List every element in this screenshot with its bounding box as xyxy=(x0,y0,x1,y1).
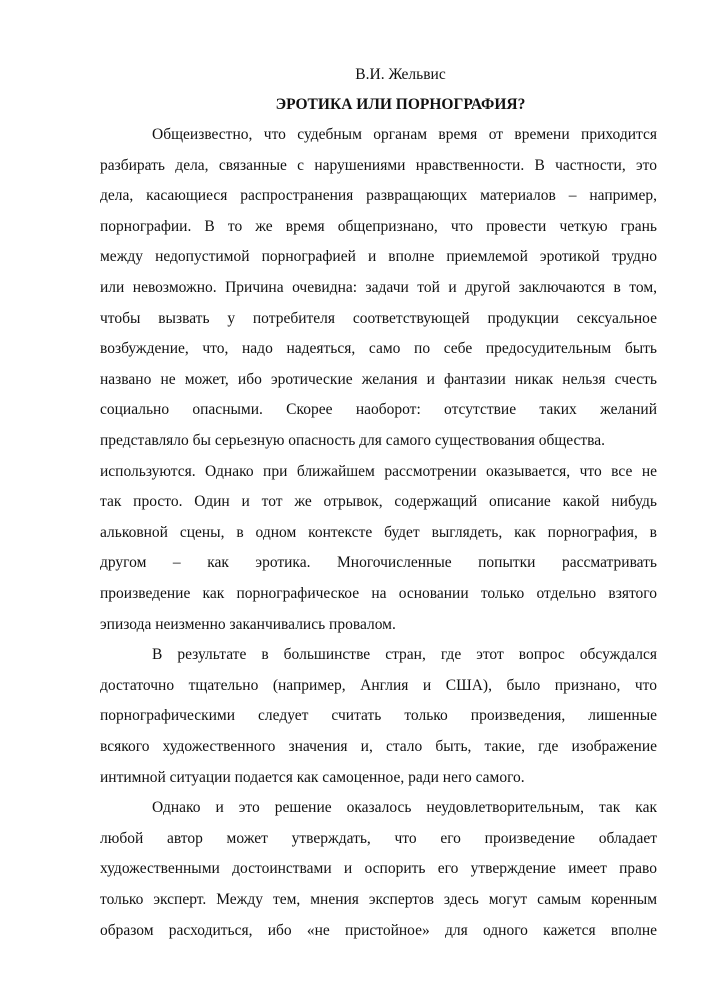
text-line: образом расходиться, ибо «не пристойное» для одного кажется вполне xyxy=(100,921,657,939)
text-line: достаточно тщательно (например, Англия и США), было признано, что xyxy=(100,676,657,694)
text-line: представляло бы серьезную опасность для самого существования общества. xyxy=(100,432,606,449)
text-line: возбуждение, что, надо надеяться, само по себе предосудительным быть xyxy=(100,340,657,358)
text-line: социально опасными. Скорее наоборот: отсутствие таких желаний xyxy=(100,401,657,419)
text-line: порнографии. В то же время общепризнано, что провести четкую грань xyxy=(100,217,657,235)
text-line: используются. Однако при ближайшем рассмотрении оказывается, что все не xyxy=(100,462,657,480)
article-title: ЭРОТИКА ИЛИ ПОРНОГРАФИЯ? xyxy=(275,96,526,113)
text-line: порнографическими следует считать только произведения, лишенные xyxy=(100,707,657,725)
text-line: так просто. Один и тот же отрывок, содержащий описание какой нибудь xyxy=(100,493,657,511)
text-line: любой автор может утверждать, что его произведение обладает xyxy=(100,829,657,847)
text-line: названо не может, ибо эротические желания и фантазии никак нельзя счесть xyxy=(100,370,657,388)
text-line: интимной ситуации подается как самоценное, ради него самого. xyxy=(100,768,525,786)
text-line: только эксперт. Между тем, мнения экспертов здесь могут самым коренным xyxy=(100,891,657,908)
text-line: Однако и это решение оказалось неудовлетворительным, так как xyxy=(152,799,657,817)
text-line: разбирать дела, связанные с нарушениями нравственности. В частности, это xyxy=(100,156,657,174)
text-line: всякого художественного значения и, стало быть, такие, где изображение xyxy=(100,738,657,755)
text-line: эпизода неизменно заканчивались провалом. xyxy=(100,615,396,633)
text-line: или невозможно. Причина очевидна: задачи той и другой заключаются в том, xyxy=(100,279,657,296)
author-name: В.И. Жельвис xyxy=(355,66,446,83)
text-line: Общеизвестно, что судебным органам время от времени приходится xyxy=(152,126,657,143)
text-line: В результате в большинстве стран, где этот вопрос обсуждался xyxy=(152,646,657,664)
text-line: произведение как порнографическое на основании только отдельно взятого xyxy=(100,585,657,602)
text-line: альковной сцены, в одном контексте будет выглядеть, как порнография, в xyxy=(100,523,657,541)
text-line: между недопустимой порнографией и вполне приемлемой эротикой трудно xyxy=(100,248,657,266)
text-line: художественными достоинствами и оспорить его утверждение имеет право xyxy=(100,860,657,878)
text-line: чтобы вызвать у потребителя соответствующей продукции сексуальное xyxy=(100,309,657,327)
text-line: другом – как эротика. Многочисленные попытки рассматривать xyxy=(100,554,657,572)
text-line: дела, касающиеся распространения развращающих материалов – например, xyxy=(100,187,657,205)
